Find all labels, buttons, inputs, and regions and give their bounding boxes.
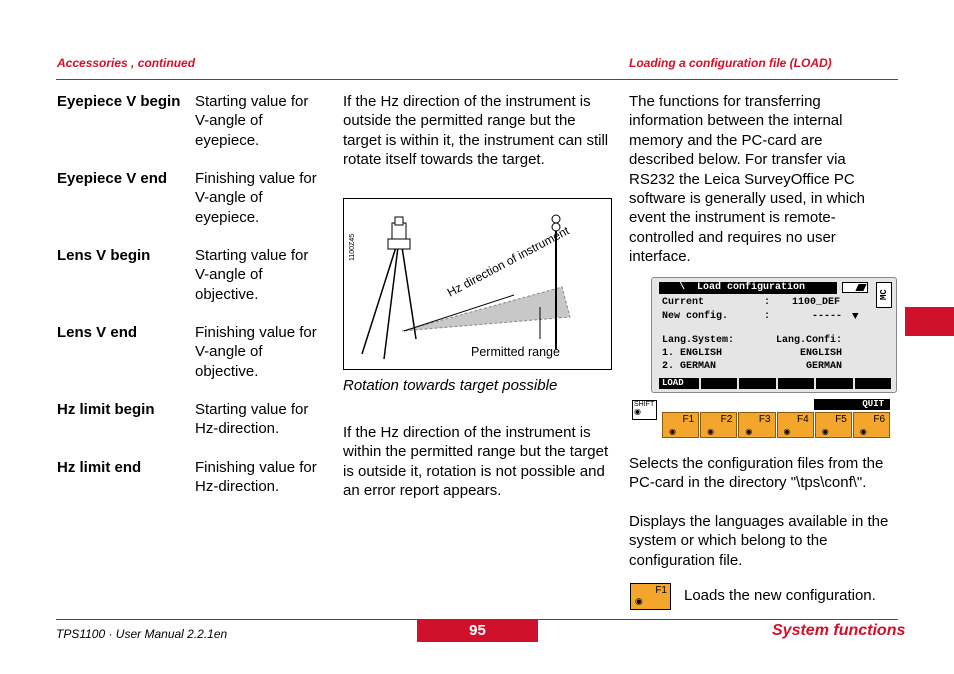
function-keys xyxy=(632,398,890,438)
softkey-3[interactable] xyxy=(739,378,776,389)
current-label: Current xyxy=(662,297,705,308)
rotation-illustration xyxy=(344,199,611,369)
shift-key[interactable] xyxy=(632,400,657,420)
softkey-load[interactable]: LOAD xyxy=(659,378,699,389)
lang-row-1: 1. ENGLISH xyxy=(662,348,723,359)
def-lens-v-begin: Starting value for V-angle of objective. xyxy=(195,247,309,303)
term-lens-v-end: Lens V end xyxy=(57,324,138,341)
fkey-row xyxy=(662,412,890,438)
f5-dot-icon: ◉ xyxy=(821,427,829,436)
softkey-2[interactable] xyxy=(701,378,738,389)
quit-label: QUIT xyxy=(814,399,890,410)
f1-key-label: F1 xyxy=(682,414,695,425)
f4-dot-icon: ◉ xyxy=(783,427,791,436)
reflector-prism-top xyxy=(552,215,560,223)
footer-manual-title: TPS1100 · User Manual 2.2.1en xyxy=(56,627,228,641)
term-eyepiece-v-end: Eyepiece V end xyxy=(57,170,168,187)
f2-key[interactable] xyxy=(700,412,737,438)
middle-para-2: If the Hz direction of the instrument is within the permitted range but the target is outside it, rotation is not possible and an error report appears. xyxy=(343,424,609,500)
f4-key-label: F4 xyxy=(797,414,809,425)
lang-confi-label: Lang.Confi: xyxy=(776,335,843,346)
current-value: 1100_DEF xyxy=(792,297,841,308)
dropdown-arrow-icon[interactable]: ▼ xyxy=(852,311,859,323)
right-desc-2: Displays the languages available in the system or which belong to the configuration file. xyxy=(629,513,889,569)
screen-title: \ Load configuration xyxy=(659,282,837,294)
def-eyepiece-v-begin: Starting value for V-angle of eyepiece. xyxy=(195,93,309,149)
def-eyepiece-v-end: Finishing value for V-angle of eyepiece. xyxy=(195,170,317,226)
chapter-tab xyxy=(905,307,954,336)
f6-key[interactable] xyxy=(853,412,890,438)
f5-key-label: F5 xyxy=(835,414,847,425)
term-hz-limit-end: Hz limit end xyxy=(57,459,142,476)
right-desc-1: Selects the configuration files from the PC-card in the directory "\tps\conf\". xyxy=(629,455,884,492)
softkey-4[interactable] xyxy=(778,378,815,389)
instrument-telescope xyxy=(395,217,403,225)
rotation-figure xyxy=(343,198,612,370)
hz-direction-label xyxy=(445,223,572,300)
f1-load-key-label: F1 xyxy=(655,585,667,596)
f6-dot-icon: ◉ xyxy=(859,427,867,436)
term-hz-limit-begin: Hz limit begin xyxy=(57,401,155,418)
header-left: Accessories , continued xyxy=(57,56,196,70)
hz-direction-label-text: Hz direction of instrument xyxy=(444,223,572,300)
f1-dot-icon: ◉ xyxy=(669,427,676,436)
right-intro: The functions for transferring information between the internal memory and the PC-card are described below. For transfer via RS232 the Leica SurveyOffice PC software is generally used, in which event the instrument is remote-controlled and requires no user interface. xyxy=(629,93,865,266)
figure-caption: Rotation towards target possible xyxy=(343,377,558,394)
lang-row-2-value: GERMAN xyxy=(806,361,843,372)
def-hz-limit-begin: Starting value for Hz-direction. xyxy=(195,401,309,438)
permitted-range-label: Permitted range xyxy=(471,345,560,359)
f3-key[interactable] xyxy=(738,412,775,438)
shift-key-dot-icon: ◉ xyxy=(634,407,641,416)
newconfig-colon: : xyxy=(764,311,771,322)
f1-load-key[interactable] xyxy=(630,583,671,610)
tripod-leg-right xyxy=(402,247,416,339)
lang-row-2: 2. GERMAN xyxy=(662,361,717,372)
f2-key-label: F2 xyxy=(720,414,733,425)
page-number: 95 xyxy=(417,620,538,642)
term-lens-v-begin: Lens V begin xyxy=(57,247,151,264)
battery-icon xyxy=(842,282,868,293)
f3-dot-icon: ◉ xyxy=(745,427,753,436)
lang-system-label: Lang.System: xyxy=(662,335,735,346)
lang-row-1-value: ENGLISH xyxy=(800,348,843,359)
f3-key-label: F3 xyxy=(758,414,771,425)
f2-dot-icon: ◉ xyxy=(707,427,715,436)
f6-key-label: F6 xyxy=(873,414,886,425)
permitted-range-shape xyxy=(402,287,570,331)
header-right: Loading a configuration file (LOAD) xyxy=(629,56,832,70)
f1-key[interactable] xyxy=(662,412,699,438)
f1-load-dot-icon: ◉ xyxy=(635,596,643,606)
softkey-bar xyxy=(659,378,891,389)
figure-code: 1100Z45 xyxy=(349,233,356,261)
current-colon: : xyxy=(764,297,771,308)
config-screen xyxy=(651,277,897,393)
f5-key[interactable] xyxy=(815,412,852,438)
softkey-6[interactable] xyxy=(855,378,892,389)
f1-description: Loads the new configuration. xyxy=(684,587,876,604)
middle-para-1: If the Hz direction of the instrument is outside the permitted range but the target is within it, the instrument can still rotate itself towards the target. xyxy=(343,93,609,169)
def-lens-v-end: Finishing value for V-angle of objective. xyxy=(195,324,317,380)
f4-key[interactable] xyxy=(777,412,814,438)
header-rule xyxy=(56,79,898,80)
term-eyepiece-v-begin: Eyepiece V begin xyxy=(57,93,181,110)
mc-indicator: MC xyxy=(876,282,892,308)
softkey-5[interactable] xyxy=(816,378,853,389)
def-hz-limit-end: Finishing value for Hz-direction. xyxy=(195,459,317,496)
newconfig-value[interactable]: ----- xyxy=(812,311,843,322)
footer-section-title: System functions xyxy=(772,622,906,639)
shift-key-label: SHIFT xyxy=(634,401,655,408)
tripod-head xyxy=(388,239,410,249)
newconfig-label: New config. xyxy=(662,311,729,322)
